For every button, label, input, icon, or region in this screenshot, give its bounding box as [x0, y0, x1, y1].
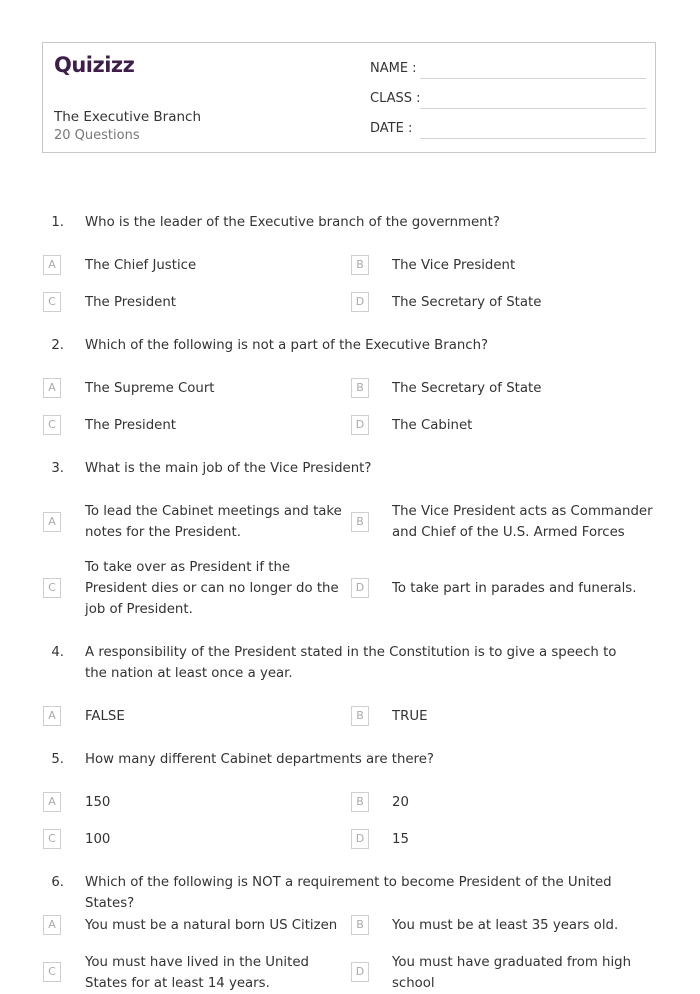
- option-letter: B: [351, 512, 369, 532]
- class-field[interactable]: [370, 91, 646, 111]
- option-letter: C: [43, 415, 61, 435]
- option-text: You must have lived in the United States for at least 14 years.: [85, 955, 309, 991]
- option-text: 15: [392, 832, 409, 847]
- option-text: The Secretary of State: [392, 381, 542, 396]
- question-number: 6.: [51, 875, 64, 890]
- option-text: The Supreme Court: [85, 381, 215, 396]
- option-text: To take over as President if the President dies or can no longer do the job of President.: [85, 560, 339, 617]
- question-number: 5.: [51, 752, 64, 767]
- question-count: 20 Questions: [54, 128, 140, 143]
- option-letter: D: [351, 415, 369, 435]
- option-letter: A: [43, 915, 61, 935]
- option-letter: D: [351, 962, 369, 982]
- question-text: Which of the following is not a part of the Executive Branch?: [85, 338, 489, 353]
- question-number: 1.: [51, 215, 64, 230]
- option-text: TRUE: [392, 709, 428, 724]
- date-label: DATE :: [370, 121, 413, 136]
- option-text: 100: [85, 832, 111, 847]
- option-letter: A: [43, 378, 61, 398]
- option-letter: C: [43, 578, 61, 598]
- question-number: 4.: [51, 645, 64, 660]
- option-letter: C: [43, 829, 61, 849]
- option-text: The Chief Justice: [85, 258, 197, 273]
- option-text: FALSE: [85, 709, 125, 724]
- option-text: The Vice President: [392, 258, 516, 273]
- option-letter: B: [351, 915, 369, 935]
- question-text: How many different Cabinet departments are there?: [85, 752, 434, 767]
- worksheet-title: The Executive Branch: [54, 109, 202, 125]
- option-letter: B: [351, 792, 369, 812]
- question-text: A responsibility of the President stated in the Constitution is to give a speech to the nation at least once a year.: [85, 645, 617, 681]
- name-line: [420, 78, 646, 79]
- name-field[interactable]: [370, 61, 646, 81]
- option-letter: A: [43, 512, 61, 532]
- option-text: The Secretary of State: [392, 295, 542, 310]
- option-letter: D: [351, 578, 369, 598]
- quizizz-logo: Quizizz: [54, 53, 135, 77]
- option-letter: D: [351, 292, 369, 312]
- option-text: The Cabinet: [392, 418, 473, 433]
- name-label: NAME :: [370, 61, 417, 76]
- option-letter: B: [351, 378, 369, 398]
- option-text: To take part in parades and funerals.: [392, 581, 637, 596]
- option-letter: A: [43, 255, 61, 275]
- option-letter: C: [43, 962, 61, 982]
- class-line: [420, 108, 646, 109]
- option-text: You must be a natural born US Citizen: [85, 918, 338, 933]
- option-letter: A: [43, 792, 61, 812]
- option-text: 150: [85, 795, 111, 810]
- worksheet-header: [42, 42, 656, 153]
- option-letter: C: [43, 292, 61, 312]
- option-letter: D: [351, 829, 369, 849]
- option-text: You must have graduated from high school: [392, 955, 632, 991]
- question-text: What is the main job of the Vice President?: [85, 461, 372, 476]
- date-field[interactable]: [370, 121, 646, 141]
- option-text: You must be at least 35 years old.: [392, 918, 619, 933]
- option-letter: B: [351, 255, 369, 275]
- class-label: CLASS :: [370, 91, 421, 106]
- option-text: 20: [392, 795, 409, 810]
- option-text: The President: [85, 295, 176, 310]
- question-number: 2.: [51, 338, 64, 353]
- question-text: Who is the leader of the Executive branch of the government?: [85, 215, 500, 230]
- option-text: To lead the Cabinet meetings and take notes for the President.: [85, 504, 342, 540]
- question-number: 3.: [51, 461, 64, 476]
- option-letter: B: [351, 706, 369, 726]
- option-text: The Vice President acts as Commander and Chief of the U.S. Armed Forces: [392, 504, 653, 540]
- option-text: The President: [85, 418, 176, 433]
- question-text: Which of the following is NOT a requirement to become President of the United States?: [85, 875, 612, 911]
- option-letter: A: [43, 706, 61, 726]
- date-line: [420, 138, 646, 139]
